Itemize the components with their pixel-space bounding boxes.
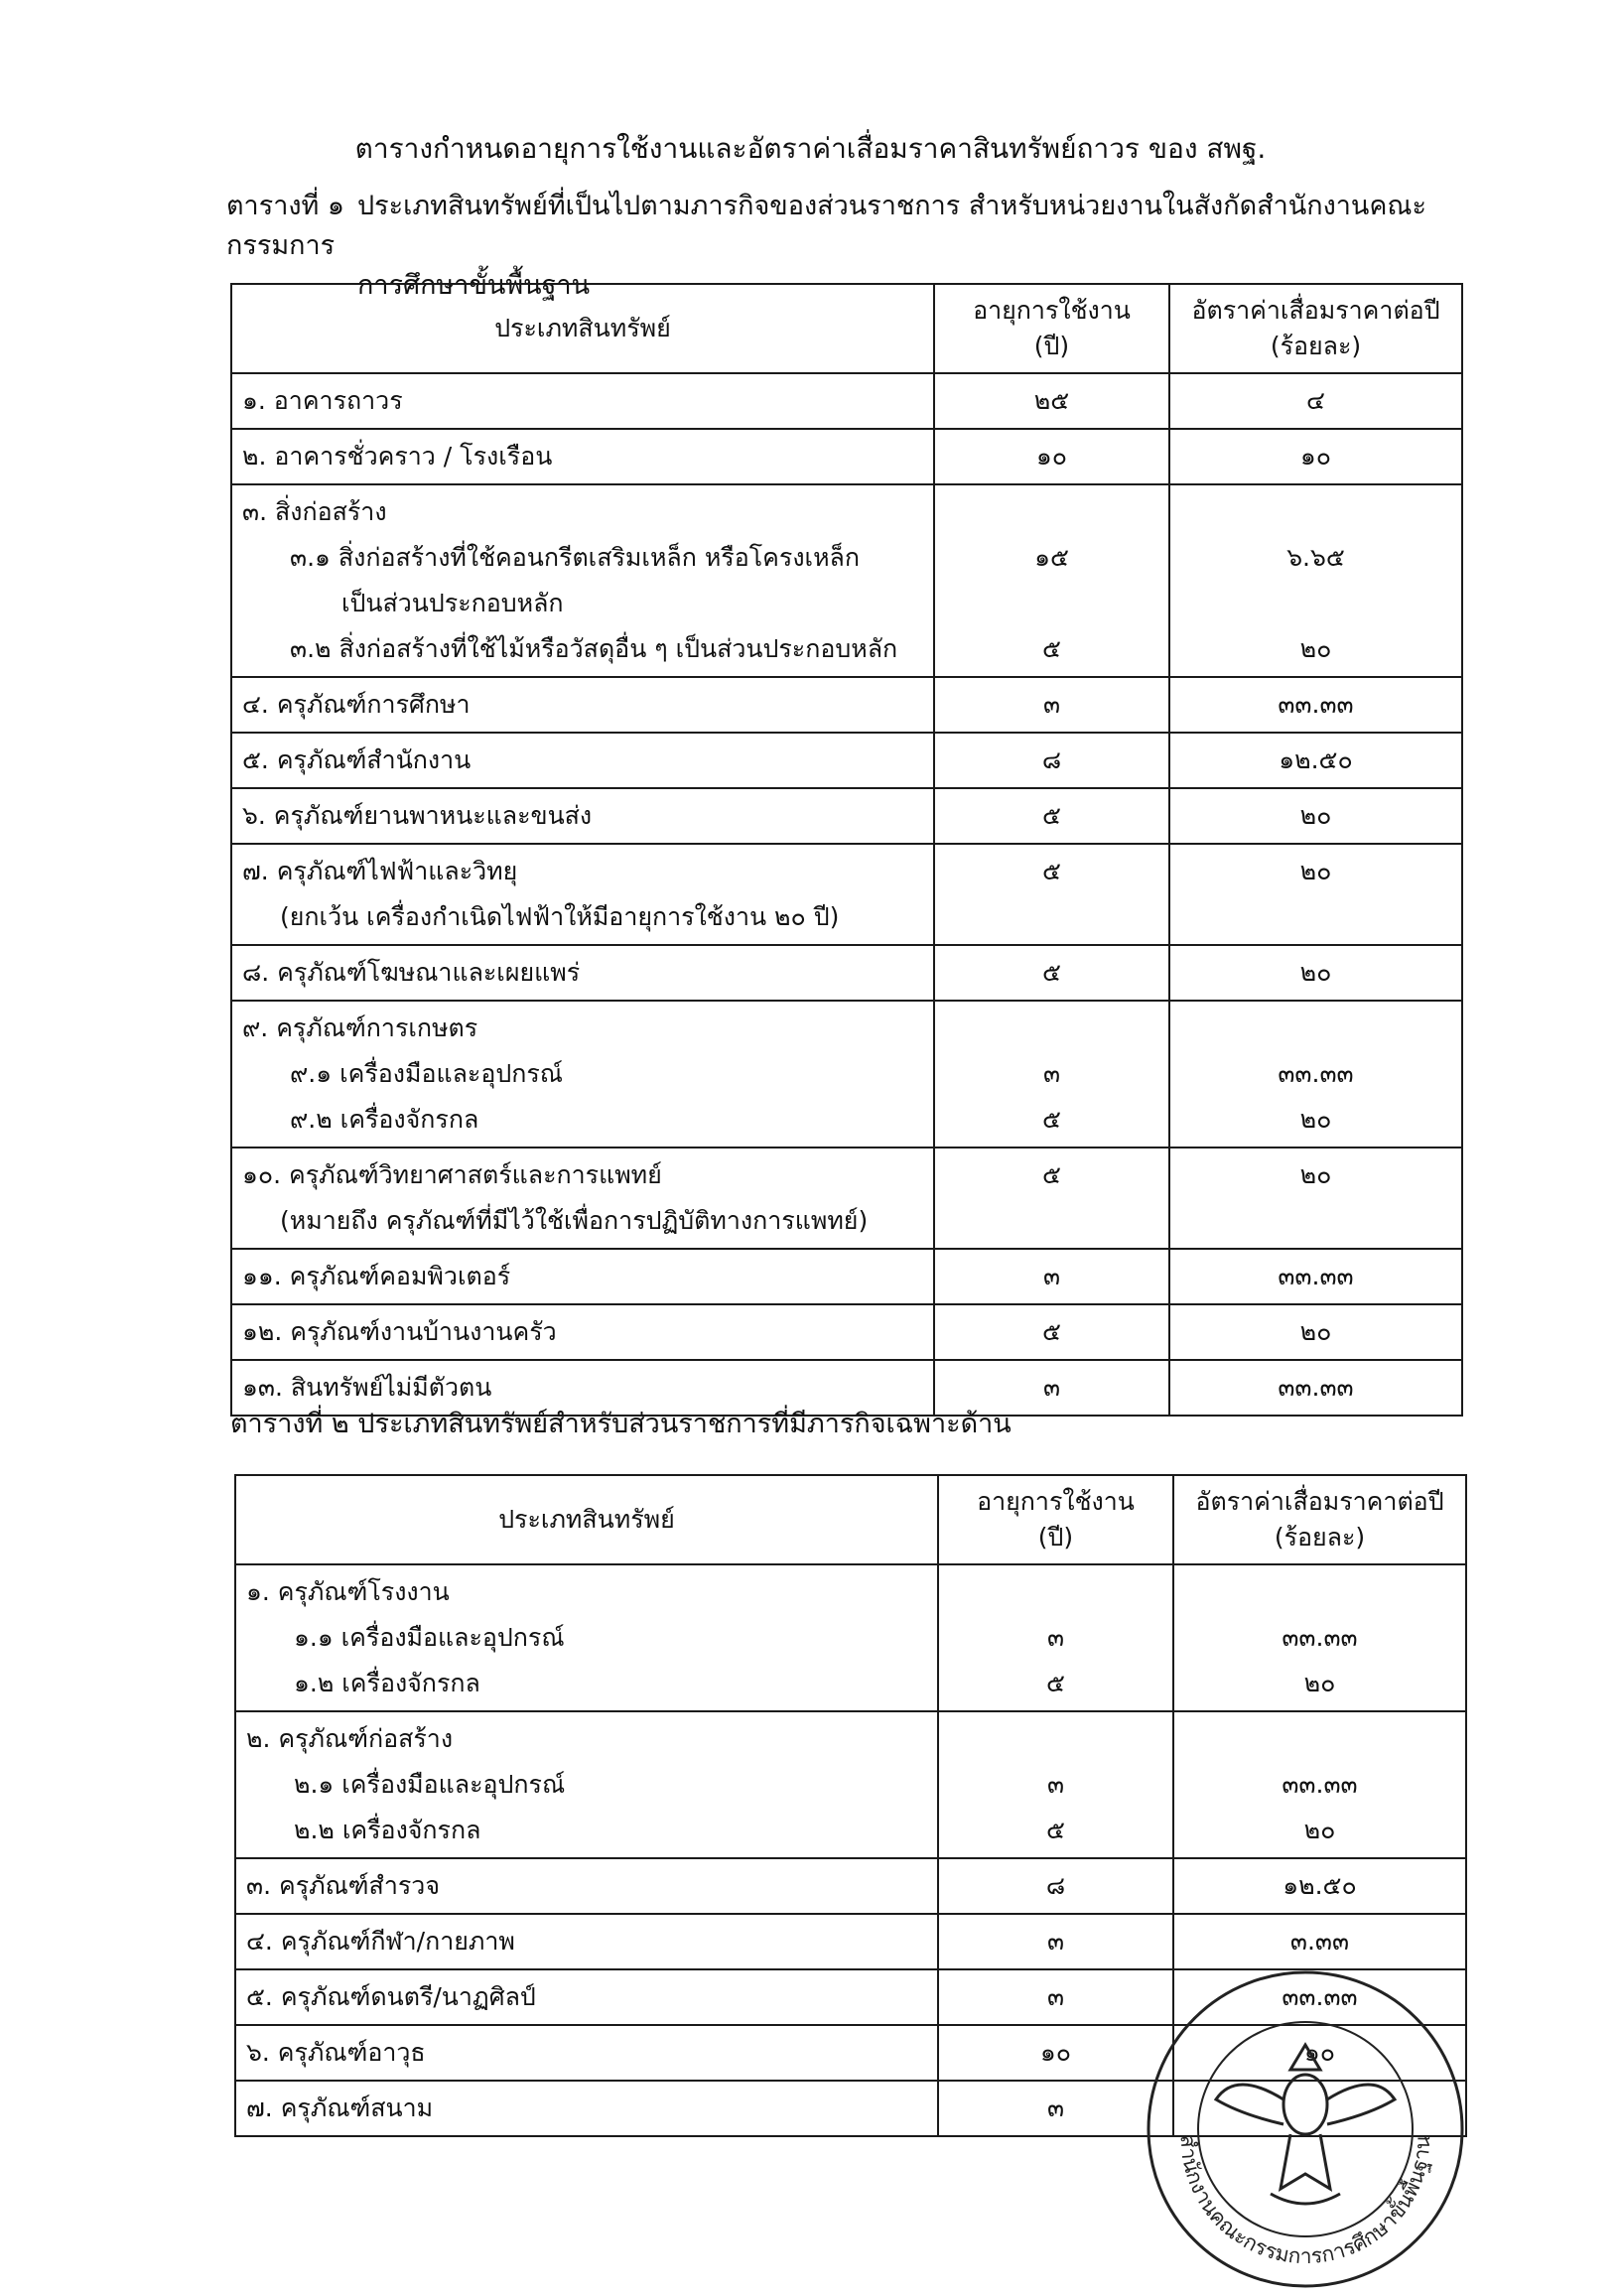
asset-name: ๑๑. ครุภัณฑ์คอมพิวเตอร์ xyxy=(242,1262,511,1290)
asset-name: ๕. ครุภัณฑ์สำนักงาน xyxy=(242,745,472,774)
table-row xyxy=(231,1001,1462,1148)
header-depreciation-rate: อัตราค่าเสื่อมราคาต่อปี (ร้อยละ) xyxy=(1169,284,1462,373)
header-useful-life: อายุการใช้งาน (ปี) xyxy=(938,1475,1173,1564)
asset-name: ๔. ครุภัณฑ์กีฬา/กายภาพ xyxy=(246,1927,515,1956)
asset-name: ๑๒. ครุภัณฑ์งานบ้านงานครัว xyxy=(242,1317,557,1346)
useful-life: ๕ xyxy=(1046,1816,1065,1844)
table-row xyxy=(231,677,1462,733)
asset-name: ๗. ครุภัณฑ์สนาม xyxy=(246,2093,434,2122)
table-row xyxy=(231,844,1462,945)
table-row xyxy=(235,1858,1466,1914)
asset-note: (หมายถึง ครุภัณฑ์ที่มีไว้ใช้เพื่อการปฏิบัติทางการแพทย์) xyxy=(280,1206,869,1235)
depreciation-rate: ๑๒.๕๐ xyxy=(1283,1871,1357,1900)
table-row xyxy=(231,429,1462,484)
depreciation-rate: ๒๐ xyxy=(1303,1669,1336,1697)
official-seal-icon xyxy=(1142,1965,1469,2293)
useful-life: ๕ xyxy=(1042,958,1061,987)
depreciation-rate: ๒๐ xyxy=(1299,1317,1332,1346)
table-row xyxy=(235,1914,1466,1969)
table1-caption-label: ตารางที่ ๑ xyxy=(226,191,345,221)
asset-name: ๑. อาคารถาวร xyxy=(242,386,403,415)
useful-life: ๑๕ xyxy=(1034,543,1069,572)
page-title: ตารางกำหนดอายุการใช้งานและอัตราค่าเสื่อมราคาสินทรัพย์ถาวร ของ สพฐ. xyxy=(354,132,1267,165)
depreciation-rate: ๒๐ xyxy=(1299,634,1332,663)
table-row xyxy=(231,1249,1462,1304)
useful-life: ๕ xyxy=(1042,801,1061,830)
asset-name: ๓. สิ่งก่อสร้าง xyxy=(242,497,387,526)
useful-life: ๓ xyxy=(1042,690,1061,719)
table-row xyxy=(235,1564,1466,1711)
asset-subitem: ๒.๑ เครื่องมือและอุปกรณ์ xyxy=(294,1770,566,1799)
useful-life: ๑๐ xyxy=(1035,442,1068,471)
asset-subitem: ๒.๒ เครื่องจักรกล xyxy=(294,1816,481,1844)
table-row xyxy=(235,1711,1466,1858)
asset-table-1 xyxy=(230,283,1463,1417)
table-row xyxy=(231,1304,1462,1360)
useful-life: ๓ xyxy=(1046,1927,1065,1956)
asset-name: ๙. ครุภัณฑ์การเกษตร xyxy=(242,1013,478,1042)
header-asset-type: ประเภทสินทรัพย์ xyxy=(235,1475,938,1564)
asset-subitem: ๓.๒ สิ่งก่อสร้างที่ใช้ไม้หรือวัสดุอื่น ๆ เป็นส่วนประกอบหลัก xyxy=(290,634,898,663)
table1-caption-line2: การศึกษาขั้นพื้นฐาน xyxy=(357,270,591,301)
useful-life: ๓ xyxy=(1042,1059,1061,1088)
useful-life: ๓ xyxy=(1046,1982,1065,2011)
depreciation-rate: ๓๓.๓๓ xyxy=(1282,1982,1358,2011)
depreciation-rate: ๒๐ xyxy=(1303,1816,1336,1844)
depreciation-rate: ๑๒.๕๐ xyxy=(1279,745,1353,774)
asset-name: ๒. ครุภัณฑ์ก่อสร้าง xyxy=(246,1724,454,1753)
asset-name: ๑. ครุภัณฑ์โรงงาน xyxy=(246,1577,450,1606)
table-header-row xyxy=(231,284,1462,373)
useful-life: ๑๐ xyxy=(1039,2038,1072,2067)
asset-subitem: ๑.๒ เครื่องจักรกล xyxy=(294,1669,480,1697)
useful-life: ๓ xyxy=(1046,1770,1065,1799)
useful-life: ๓ xyxy=(1046,2093,1065,2122)
depreciation-rate: ๒๐ xyxy=(1299,1160,1332,1189)
depreciation-rate: ๓๓.๓๓ xyxy=(1278,1059,1354,1088)
depreciation-rate: ๓.๓๓ xyxy=(1289,1927,1350,1956)
table-header-row xyxy=(235,1475,1466,1564)
depreciation-rate: ๑๐ xyxy=(1303,2038,1336,2067)
useful-life: ๓ xyxy=(1046,1623,1065,1652)
asset-name: ๔. ครุภัณฑ์การศึกษา xyxy=(242,690,471,719)
asset-name: ๓. ครุภัณฑ์สำรวจ xyxy=(246,1871,440,1900)
table-row xyxy=(231,484,1462,677)
table-row xyxy=(231,945,1462,1001)
header-useful-life: อายุการใช้งาน (ปี) xyxy=(934,284,1169,373)
header-depreciation-rate: อัตราค่าเสื่อมราคาต่อปี (ร้อยละ) xyxy=(1173,1475,1466,1564)
useful-life: ๒๕ xyxy=(1033,386,1070,415)
asset-name: ๘. ครุภัณฑ์โฆษณาและเผยแพร่ xyxy=(242,958,581,987)
asset-name: ๕. ครุภัณฑ์ดนตรี/นาฏศิลป์ xyxy=(246,1982,536,2011)
asset-name: ๖. ครุภัณฑ์ยานพาหนะและขนส่ง xyxy=(242,801,593,830)
useful-life: ๕ xyxy=(1042,857,1061,885)
depreciation-rate: ๒๐ xyxy=(1299,857,1332,885)
asset-subitem: ๙.๑ เครื่องมือและอุปกรณ์ xyxy=(290,1059,563,1088)
asset-name: ๑๓. สินทรัพย์ไม่มีตัวตน xyxy=(242,1373,492,1402)
svg-text:สำนักงานคณะกรรมการการศึกษาขั้น xyxy=(1175,2134,1434,2268)
depreciation-rate: ๓๓.๓๓ xyxy=(1282,1623,1358,1652)
table-row xyxy=(231,1148,1462,1249)
depreciation-rate: ๑๐ xyxy=(1299,442,1332,471)
useful-life: ๕ xyxy=(1042,1105,1061,1134)
useful-life: ๕ xyxy=(1046,1669,1065,1697)
table-row xyxy=(231,788,1462,844)
depreciation-rate: ๖.๖๕ xyxy=(1286,543,1345,572)
table-row xyxy=(231,733,1462,788)
depreciation-rate: ๒๐ xyxy=(1299,801,1332,830)
useful-life: ๕ xyxy=(1042,634,1061,663)
table1-caption-line1: ประเภทสินทรัพย์ที่เป็นไปตามภารกิจของส่วนราชการ สำหรับหน่วยงานในสังกัดสำนักงานคณะกรรมการ xyxy=(226,191,1426,261)
asset-name: ๗. ครุภัณฑ์ไฟฟ้าและวิทยุ xyxy=(242,857,518,885)
depreciation-rate: ๒๐ xyxy=(1299,1105,1332,1134)
asset-subitem-cont: เป็นส่วนประกอบหลัก xyxy=(341,589,564,617)
depreciation-rate: ๒๐ xyxy=(1299,958,1332,987)
depreciation-rate: ๔ xyxy=(1306,386,1325,415)
useful-life: ๕ xyxy=(1042,1160,1061,1189)
depreciation-rate: ๓๓.๓๓ xyxy=(1278,690,1354,719)
useful-life: ๓ xyxy=(1042,1262,1061,1290)
depreciation-rate: ๓๓.๓๓ xyxy=(1278,1262,1354,1290)
useful-life: ๕ xyxy=(1042,1317,1061,1346)
asset-name: ๒. อาคารชั่วคราว / โรงเรือน xyxy=(242,442,553,471)
asset-subitem: ๑.๑ เครื่องมือและอุปกรณ์ xyxy=(294,1623,565,1652)
asset-note: (ยกเว้น เครื่องกำเนิดไฟฟ้าให้มีอายุการใช้งาน ๒๐ ปี) xyxy=(280,902,840,931)
header-asset-type: ประเภทสินทรัพย์ xyxy=(231,284,934,373)
seal-text: สำนักงานคณะกรรมการการศึกษาขั้นพื้นฐาน xyxy=(1175,2133,1435,2269)
depreciation-rate: ๓๓.๓๓ xyxy=(1282,1770,1358,1799)
table2-caption: ตารางที่ ๒ ประเภทสินทรัพย์สำหรับส่วนราชการที่มีภารกิจเฉพาะด้าน xyxy=(230,1409,1012,1439)
useful-life: ๓ xyxy=(1042,1373,1061,1402)
asset-subitem: ๙.๒ เครื่องจักรกล xyxy=(290,1105,479,1134)
depreciation-rate: ๓๓.๓๓ xyxy=(1278,1373,1354,1402)
useful-life: ๘ xyxy=(1045,1871,1066,1900)
asset-subitem: ๓.๑ สิ่งก่อสร้างที่ใช้คอนกรีตเสริมเหล็ก หรือโครงเหล็ก xyxy=(290,543,861,572)
table-row xyxy=(231,373,1462,429)
asset-name: ๑๐. ครุภัณฑ์วิทยาศาสตร์และการแพทย์ xyxy=(242,1160,662,1189)
asset-name: ๖. ครุภัณฑ์อาวุธ xyxy=(246,2038,426,2067)
useful-life: ๘ xyxy=(1041,745,1062,774)
